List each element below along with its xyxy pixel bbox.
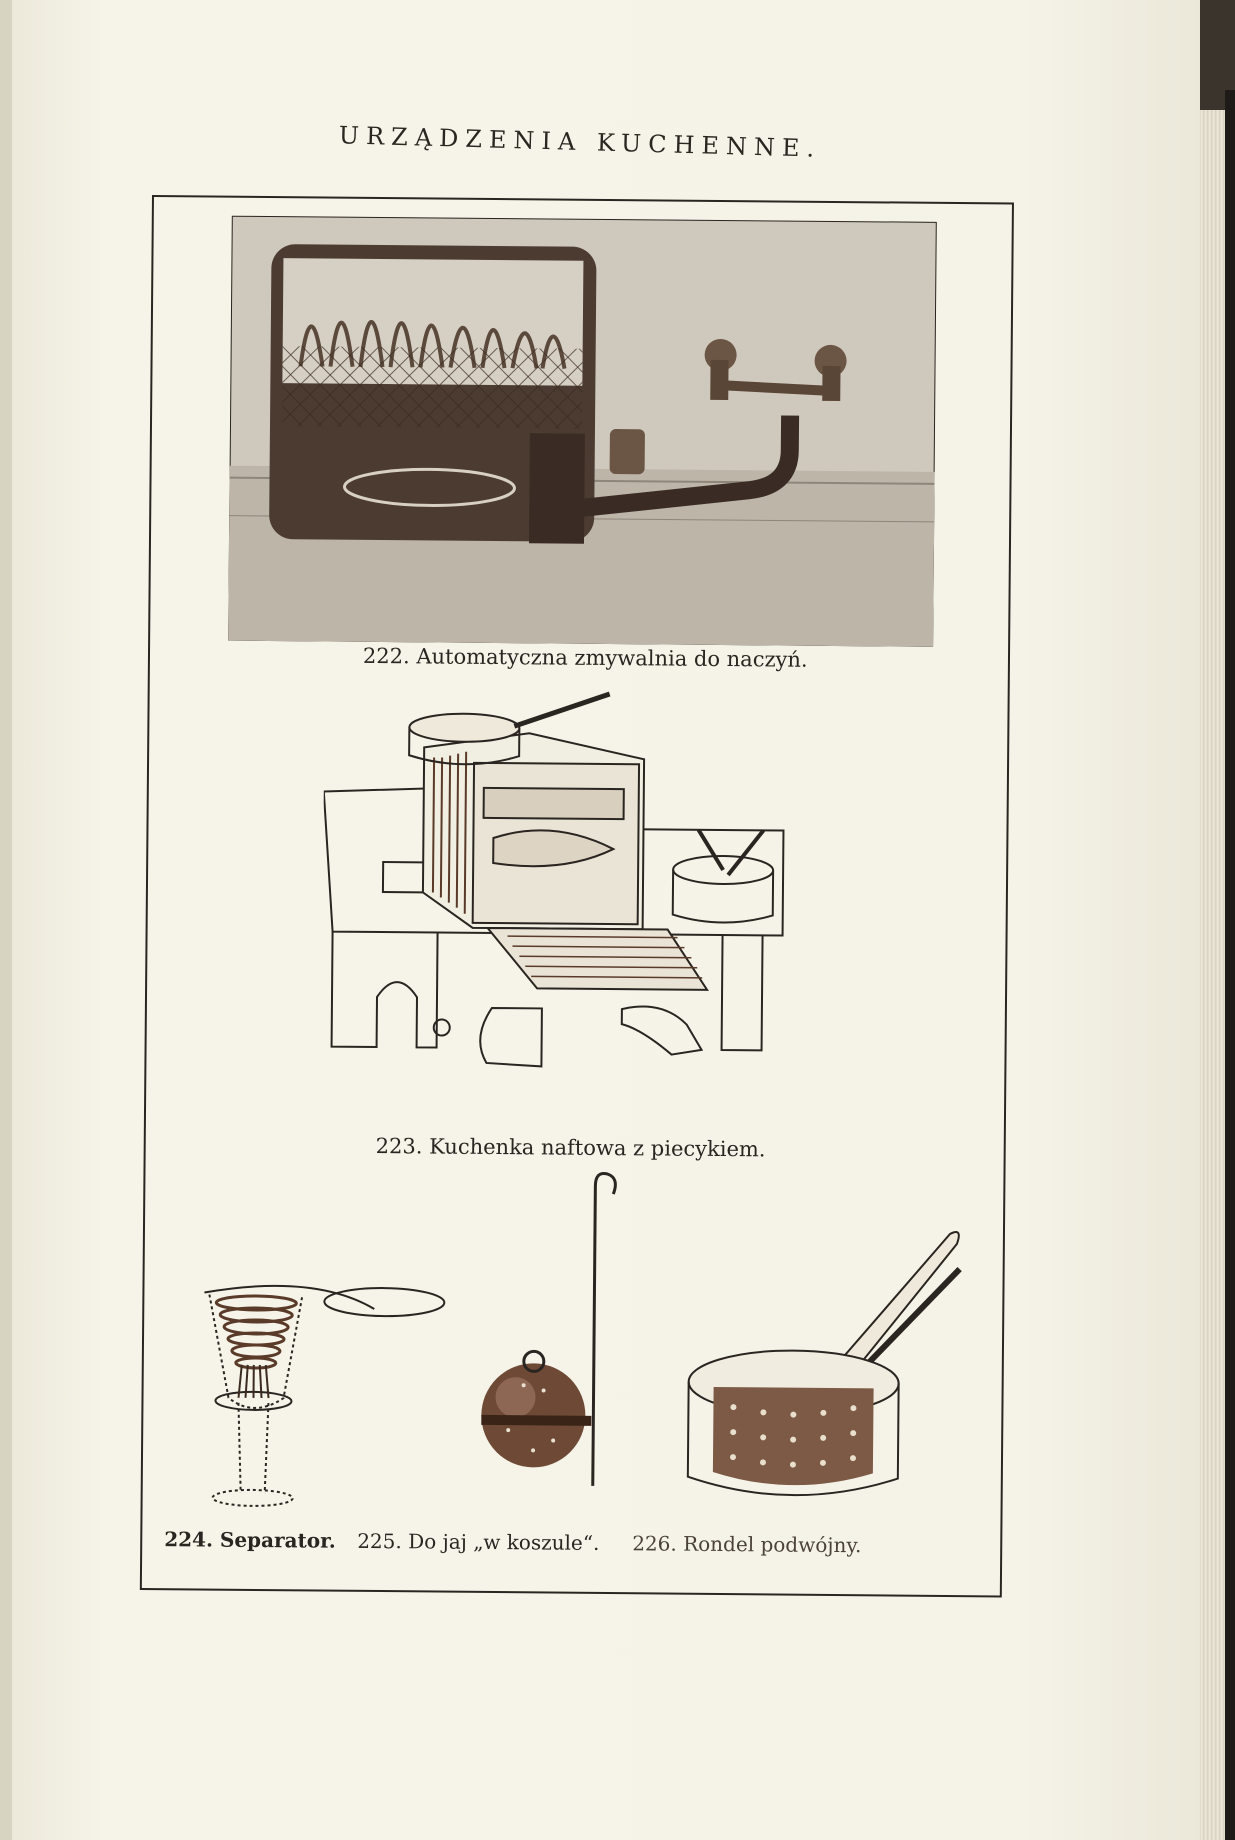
- egg-poacher-engraving: [443, 1165, 646, 1507]
- page-heading: URZĄDZENIA KUCHENNE.: [338, 121, 822, 163]
- figure-226-caption: 226. Rondel podwójny.: [632, 1531, 862, 1558]
- book-cover-edge: [1225, 90, 1235, 1840]
- figure-223-caption: 223. Kuchenka naftowa z piecykiem.: [375, 1133, 766, 1162]
- figure-222-caption: 222. Automatyczna zmywalnia do naczyń.: [362, 643, 808, 672]
- page-spine-edge: [0, 0, 12, 1840]
- kerosene-stove-engraving: [321, 677, 865, 1122]
- figure-224-caption: 224. Separator.: [164, 1527, 336, 1553]
- separator-engraving: [182, 1272, 449, 1524]
- illustration-frame: [140, 195, 1014, 1597]
- figure-225-caption: 225. Do jaj „w koszule“.: [357, 1528, 600, 1555]
- double-saucepan-engraving: [682, 1207, 965, 1519]
- dishwasher-engraving: [228, 216, 937, 647]
